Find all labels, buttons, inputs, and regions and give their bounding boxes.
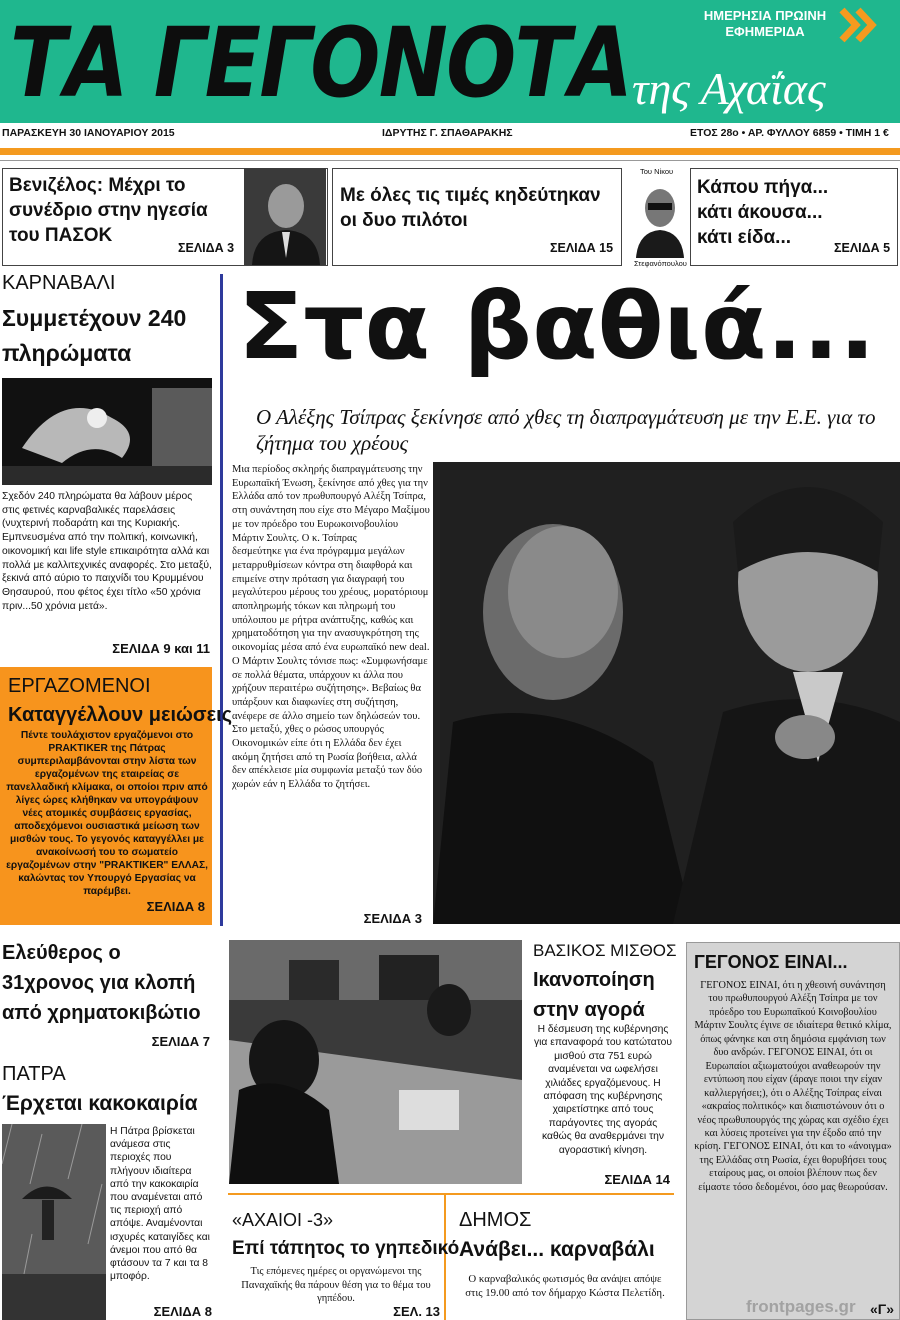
teaser-venizelos-title: Βενιζέλος: Μέχρι το συνέδριο στην ηγεσία του ΠΑΣΟΚ	[9, 175, 208, 246]
achaioi-headline: Επί τάπητος το γηπεδικό	[232, 1238, 460, 1259]
newspaper-subtitle: της Αχαΐας	[632, 63, 826, 114]
carnival-kicker: ΚΑΡΝΑΒΑΛΙ	[2, 272, 116, 294]
issue-date: ΠΑΡΑΣΚΕΥΗ 30 ΙΑΝΟΥΑΡΙΟΥ 2015	[2, 127, 175, 139]
office-photo	[229, 940, 522, 1184]
workers-kicker: ΕΡΓΑΖΟΜΕΝΟΙ	[8, 675, 151, 697]
wage-headline: Ικανοποίηση στην αγορά	[533, 969, 655, 1021]
facts-body: ΓΕΓΟΝΟΣ ΕΙΝΑΙ, ότι η χθεσινή συνάντηση του πρωθυπουργού Αλέξη Τσίπρα με τον πρόεδρο του Ευρωπαϊκού Κοινοβουλίου Μάρτιν Σουλτς έγινε σε ιδιαίτερα θετικό κλίμα, όπως φάνηκε και στη δημόσια εμφάνιση των δυο ανδρών. ΓΕΓΟΝΟΣ ΕΙΝΑΙ, ότι οι Ευρωπαίοι αξιωματούχοι αναθεωρούν την εντύπωση που είχαν (άραγε ποιοι την είχαν καλλιεργήσει;), ότι ο Αλέξης Τσίπρας είναι «ακραίος πολιτικός» και διαπιστώνουν ότι ο νέος πρωθυπουργός της χώρας και σχέδιο έχει και λύσεις προτείνει για την έξοδο από την κρίση. ΓΕΓΟΝΟΣ ΕΙΝΑΙ, ότι και το «άνοιγμα» της Ελλάδας στη Ρωσία, έχει θορυβήσει τους εταίρους μας, οι οποίοι βλέπουν πως δεν είμαστε τόσο δεδομένοι, όσο μας θεωρούσαν.	[694, 980, 892, 1193]
columnist-photo	[632, 178, 688, 258]
masthead-tagline	[690, 8, 840, 40]
teaser-venizelos-page: ΣΕΛΙΔΑ 3	[178, 241, 235, 255]
divider	[0, 160, 900, 161]
carnival-photo	[2, 378, 212, 485]
wage-body: Η δέσμευση της κυβέρνησης για επαναφορά του κατώτατου μισθού στα 751 ευρώ αναμένεται να ωφελήσει χιλιάδες εργαζόμενους. Η απόφαση της κυβέρνησης χαιρετίστηκε από τους παράγοντες της αγοράς καθώς θα αναθερμάνει την αγοραστική κίνηση.	[533, 1024, 672, 1156]
patra-kicker: ΠΑΤΡΑ	[2, 1063, 66, 1085]
teaser-pilots-title: Με όλες τις τιμές κηδεύτηκαν οι δυο πιλότοι	[340, 185, 601, 231]
facts-title: ΓΕΓΟΝΟΣ ΕΙΝΑΙ...	[694, 952, 848, 972]
column-byline-bottom: Στεφανόπουλου	[634, 259, 687, 268]
orange-divider	[228, 1193, 674, 1195]
dimos-body: Ο καρναβαλικός φωτισμός θα ανάψει απόψε στις 19.00 από τον δήμαρχο Κώστα Πελετίδη.	[465, 1273, 665, 1299]
carnival-headline: Συμμετέχουν 240 πληρώματα	[2, 305, 187, 366]
newspaper-title: ΤΑ ΓΕΓΟΝΟΤΑ	[10, 7, 632, 119]
main-story-body	[232, 463, 430, 792]
facts-sign: «Γ»	[870, 1301, 894, 1317]
rain-photo	[2, 1124, 106, 1320]
wage-page: ΣΕΛΙΔΑ 14	[604, 1172, 670, 1187]
patra-page: ΣΕΛΙΔΑ 8	[153, 1304, 212, 1319]
main-paragraph: δεσμεύτηκε για ένα πρόγραμμα μεγάλων μεταρρυθμίσεων κόντρα στη διαφθορά και επιμείνε στην πρόταση για διαγραφή του μεγαλύτερου μέρους του χρέους, μορατόριουμ αποπληρωμής τόκων και πληρωμή του υπόλοιπου με ρήτρα ανάπτυξης, καθώς και χρηματοδότηση για την ανασυγκρότηση της οικονομίας μέσα από ένα ευρωπαϊκό new deal.	[232, 546, 430, 654]
main-story-page: ΣΕΛΙΔΑ 3	[363, 911, 422, 926]
main-paragraph: Στο μεταξύ, χθες ο ρώσος υπουργός Οικονομικών είπε ότι η Ελλάδα δεν έχει ακόμη ζητήσει από τη Ρωσία βοήθεια, αλλά δεν απέκλεισε μία συμφωνία μεταξύ των δύο χωρών εάν η Ελλάδα το ζητήσει.	[232, 724, 423, 791]
workers-headline: Καταγγέλλουν μειώσεις	[8, 704, 233, 726]
carnival-body: Σχεδόν 240 πληρώματα θα λάβουν μέρος στις φετινές καρναβαλικές παρελάσεις (νυχτερινή ποδαράτη και της Κυριακής. Εμπνευσμένα από την πολιτική, κοινωνική, οικονομική και life style επικαιρότητα αλλά και πολλά με καλλιτεχνικές αναφορές. Στο μεταξύ, ξεκινά από αύριο το παιχνίδι του Κρυμμένου Θησαυρού, που φέτος έχει τίτλο «50 χρόνια πριν...50 χρόνια μετά».	[2, 491, 212, 612]
main-paragraph: Ο Μάρτιν Σουλτς τόνισε πως: «Συμφωνήσαμε σε πολλά θέματα, υπάρχουν κι άλλα που χρήζουν περαιτέρω συζήτησης». Βεβαίως θα υπάρξουν και διαφωνίες στη συζήτηση, ανέφερε σε άλλο σημείο των δηλώσεών του.	[232, 655, 428, 722]
column-byline-top: Του Νίκου	[640, 167, 674, 176]
workers-page: ΣΕΛΙΔΑ 8	[146, 899, 205, 914]
tagline-line-1: ΗΜΕΡΗΣΙΑ ΠΡΩΙΝΗ	[703, 8, 827, 23]
achaioi-page: ΣΕΛ. 13	[393, 1304, 440, 1319]
issue-number: ΕΤΟΣ 28ο • ΑΡ. ΦΥΛΛΟΥ 6859 • ΤΙΜΗ 1 €	[690, 127, 889, 139]
column-divider	[220, 274, 223, 926]
wage-kicker: ΒΑΣΙΚΟΣ ΜΙΣΘΟΣ	[533, 941, 677, 960]
patra-headline: Έρχεται κακοκαιρία	[2, 1092, 198, 1115]
carnival-page: ΣΕΛΙΔΑ 9 και 11	[112, 641, 210, 656]
orange-rule	[0, 148, 900, 155]
watermark: frontpages.gr	[746, 1297, 856, 1316]
tsipras-schulz-photo	[433, 462, 900, 924]
patra-body: Η Πάτρα βρίσκεται ανάμεσα στις περιοχές που πλήγουν ιδιαίτερα από την κακοκαιρία που αναμένεται από τις περιοχή από απόψε. Αναμένονται ισχυρές καταιγίδες και άνεμοι που από θα φτάσουν τα 7 και τα 8 μποφόρ.	[110, 1126, 210, 1283]
main-headline: Στα βαθιά...	[238, 273, 876, 380]
tagline-line-2: ΕΦΗΜΕΡΙΔΑ	[725, 24, 805, 39]
achaioi-body: Τις επόμενες ημέρες οι οργανώμενοι της Παναχαϊκής θα πάρουν θέση για το θέμα του γηπέδου.	[241, 1266, 431, 1305]
theft-page: ΣΕΛΙΔΑ 7	[151, 1034, 210, 1049]
teaser-column-title: Κάπου πήγα... κάτι άκουσα... κάτι είδα...	[697, 177, 829, 248]
teaser-column-page: ΣΕΛΙΔΑ 5	[834, 241, 891, 255]
venizelos-photo	[244, 168, 326, 265]
dimos-kicker: ΔΗΜΟΣ	[459, 1209, 532, 1231]
theft-headline: Ελεύθερος ο 31χρονος για κλοπή από χρηματοκιβώτιο	[2, 942, 201, 1024]
achaioi-kicker: «ΑΧΑΙΟΙ -3»	[232, 1210, 334, 1230]
founder-line: ΙΔΡΥΤΗΣ Γ. ΣΠΑΘΑΡΑΚΗΣ	[382, 127, 513, 139]
main-paragraph: Μια περίοδος σκληρής διαπραγμάτευσης την Ευρωπαϊκή Ένωση, ξεκίνησε από χθες για την Ελλάδα από τον πρωθυπουργό Αλέξη Τσίπρα, στη συνάντηση που είχε στο Μέγαρο Μαξίμου με τον πρόεδρο του Ευρωκοινοβουλίου Μάρτιν Σουλτς. Ο κ. Τσίπρας	[232, 464, 430, 544]
teaser-pilots-page: ΣΕΛΙΔΑ 15	[550, 241, 614, 255]
double-chevron-icon	[838, 6, 884, 53]
main-subhead: Ο Αλέξης Τσίπρας ξεκίνησε από χθες τη διαπραγμάτευση με την Ε.Ε. για το ζήτημα του χρέους	[256, 405, 876, 455]
workers-body: Πέντε τουλάχιστον εργαζόμενοι στο PRAKTIKER της Πάτρας συμπεριλαμβάνονται στην λίστα των εργαζομένων της εταιρείας σε πανελλαδική κλίμακα, οι οποίοι πριν από λίγες ώρες κλήθηκαν να υπογράψουν νέες ατομικές συμβάσεις εργασίας, αποδεχόμενοι ουσιαστικά μείωση των μισθών τους. Το γεγονός καταγγέλλει με ανακοίνωσή του το σωματείο εργαζομένων στην "PRAKTIKER" ΕΛΛΑΣ, καλώντας τον Υπουργό Εργασίας να παρέμβει.	[6, 730, 208, 897]
dimos-headline: Ανάβει... καρναβάλι	[459, 1238, 655, 1261]
